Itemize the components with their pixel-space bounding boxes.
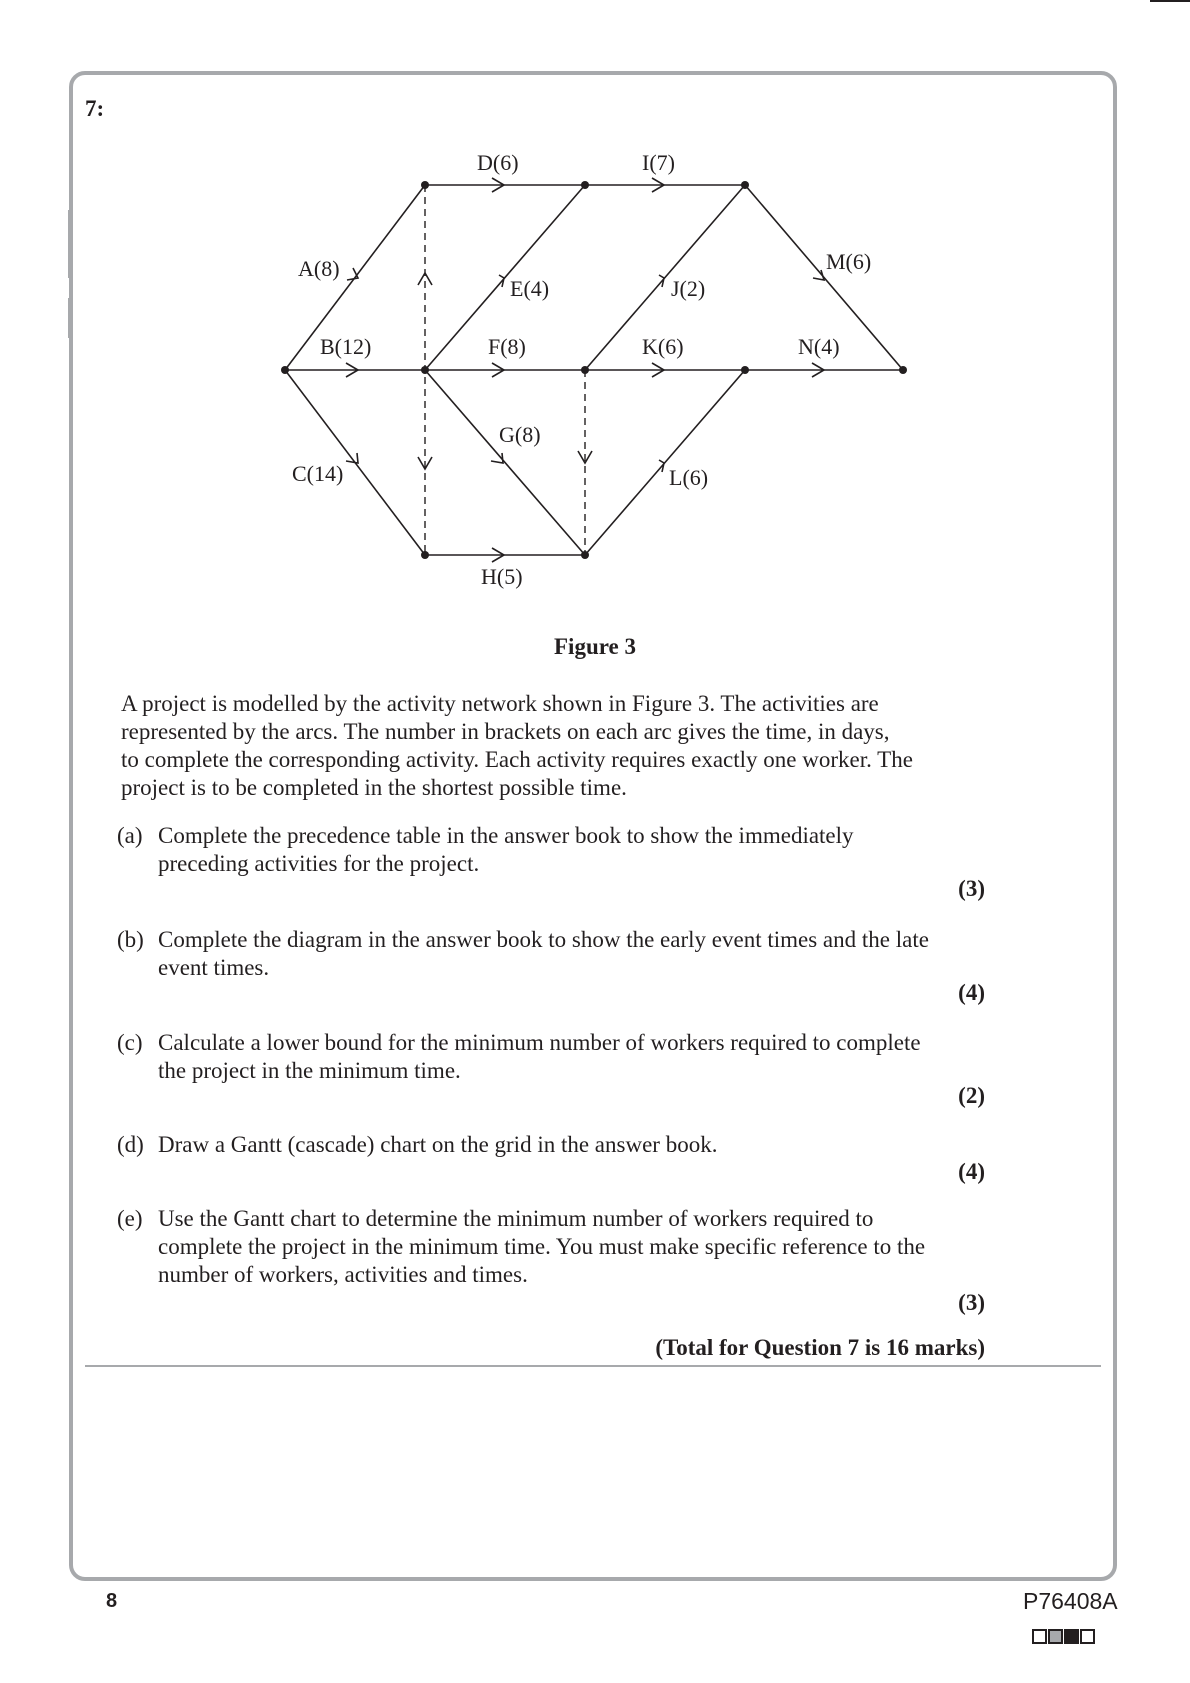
arc-label-I: I(7): [642, 150, 675, 175]
arc-G: [425, 370, 585, 555]
event-node: [421, 181, 429, 189]
question-part-b: [117, 926, 997, 982]
arc-label-E: E(4): [510, 276, 550, 301]
intro-line: to complete the corresponding activity. Each activity requires exactly one worker. The: [121, 747, 913, 772]
part-label: (d): [117, 1132, 144, 1157]
event-node: [581, 551, 589, 559]
question-number: 7:: [85, 96, 105, 121]
arc-L: [585, 370, 745, 555]
arc-label-A: A(8): [298, 256, 340, 281]
event-node: [741, 181, 749, 189]
part-text-line: Calculate a lower bound for the minimum number of workers required to complete: [158, 1030, 921, 1055]
arc-label-N: N(4): [798, 334, 840, 359]
arrowhead-A: [347, 268, 358, 280]
page-marker-boxes: [1032, 1629, 1095, 1644]
marker-box: [1032, 1629, 1047, 1644]
arc-label-B: B(12): [320, 334, 372, 359]
part-text-line: preceding activities for the project.: [158, 851, 480, 876]
part-text-line: Complete the precedence table in the answer book to show the immediately: [158, 823, 854, 848]
marks-part-b: (4): [958, 980, 985, 1005]
part-label: (c): [117, 1030, 143, 1055]
arc-label-K: K(6): [642, 334, 684, 359]
event-node: [421, 551, 429, 559]
question-intro: [121, 690, 1001, 802]
part-text-line: the project in the minimum time.: [158, 1058, 461, 1083]
marks-part-a: (3): [958, 876, 985, 901]
event-node: [581, 366, 589, 374]
question-part-e: [117, 1205, 997, 1289]
marks-part-c: (2): [958, 1083, 985, 1108]
marks-part-d: (4): [958, 1159, 985, 1184]
event-node: [421, 366, 429, 374]
intro-line: project is to be completed in the shortest possible time.: [121, 775, 627, 800]
part-text-line: event times.: [158, 955, 270, 980]
event-node: [581, 181, 589, 189]
arc-label-F: F(8): [488, 334, 526, 359]
arc-label-H: H(5): [481, 564, 523, 589]
network-arcs: [285, 185, 903, 555]
part-text-line: Draw a Gantt (cascade) chart on the grid in the answer book.: [158, 1132, 718, 1157]
question-part-c: [117, 1029, 997, 1085]
part-text-line: Use the Gantt chart to determine the minimum number of workers required to: [158, 1206, 874, 1231]
marker-box: [1048, 1629, 1063, 1644]
arc-label-M: M(6): [826, 249, 872, 274]
paper-code: P76408A: [1023, 1588, 1118, 1614]
page-number: 8: [106, 1590, 118, 1612]
intro-line: A project is modelled by the activity network shown in Figure 3. The activities are: [121, 691, 879, 716]
part-label: (b): [117, 927, 144, 952]
part-text-line: number of workers, activities and times.: [158, 1262, 528, 1287]
arc-label-C: C(14): [292, 461, 344, 486]
activity-network-figure: [0, 0, 1190, 600]
intro-line: represented by the arcs. The number in brackets on each arc gives the time, in days,: [121, 719, 890, 744]
question-part-a: [117, 822, 997, 878]
part-text-line: complete the project in the minimum time. You must make specific reference to the: [158, 1234, 926, 1259]
event-node: [741, 366, 749, 374]
divider: [85, 1365, 1101, 1367]
event-node: [281, 366, 289, 374]
arc-label-J: J(2): [671, 276, 706, 301]
marks-part-e: (3): [958, 1290, 985, 1315]
marker-box: [1064, 1629, 1079, 1644]
event-node: [899, 366, 907, 374]
total-marks: (Total for Question 7 is 16 marks): [655, 1335, 985, 1360]
question-part-d: [117, 1131, 997, 1159]
arc-label-L: L(6): [669, 465, 709, 490]
figure-caption: Figure 3: [554, 634, 636, 659]
arc-label-D: D(6): [477, 150, 519, 175]
part-label: (e): [117, 1206, 143, 1231]
part-text-line: Complete the diagram in the answer book to show the early event times and the late: [158, 927, 929, 952]
marker-box: [1080, 1629, 1095, 1644]
part-label: (a): [117, 823, 143, 848]
arc-label-G: G(8): [499, 422, 541, 447]
